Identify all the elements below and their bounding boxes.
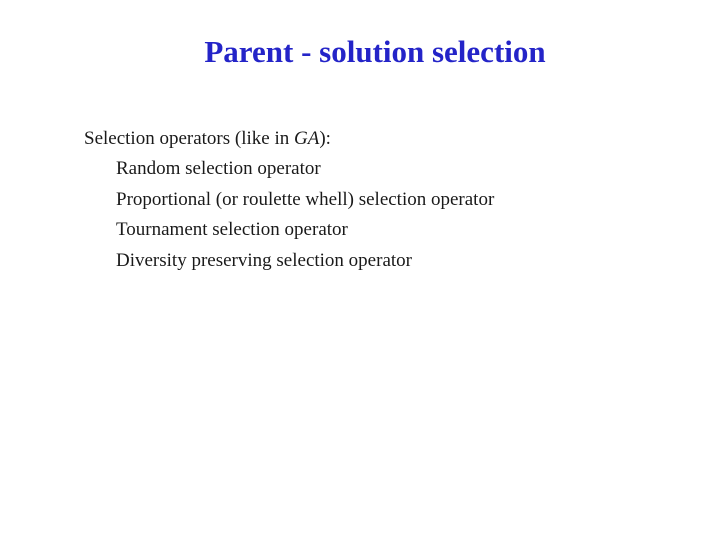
slide-title: Parent - solution selection (204, 34, 546, 69)
intro-prefix: Selection operators (like in (84, 128, 294, 149)
intro-line (84, 128, 494, 150)
intro-emphasis: GA (294, 128, 320, 149)
list-item: Diversity preserving selection operator (116, 249, 412, 271)
intro-suffix: ): (319, 128, 331, 149)
list-item: Random selection operator (116, 158, 321, 179)
list-item: Tournament selection operator (116, 219, 348, 240)
operator-list (84, 158, 494, 272)
list-item: Proportional (or roulette whell) selection operator (116, 188, 495, 210)
slide-body (84, 128, 494, 280)
